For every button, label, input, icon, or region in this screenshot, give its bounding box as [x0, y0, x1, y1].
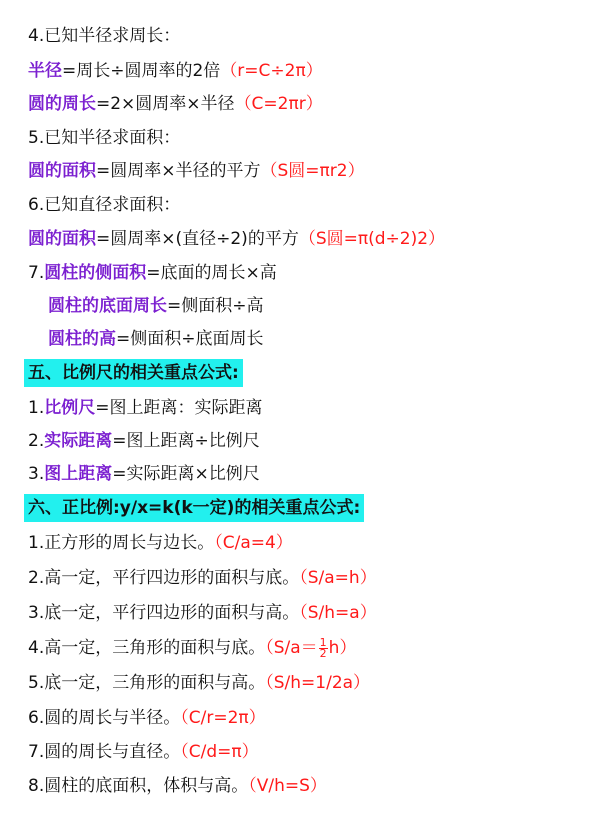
- section-heading-6: 六、正比例:y/x=k(k一定)的相关重点公式:: [24, 494, 364, 522]
- item-text: 8.圆柱的底面积，体积与高。: [28, 776, 249, 796]
- section-heading-5: 五、比例尺的相关重点公式:: [24, 359, 243, 387]
- formula-text: =周长÷圆周率的2倍: [62, 61, 221, 81]
- q-line1: [28, 529, 293, 557]
- s4-title: 4.已知半径求周长：: [28, 26, 181, 46]
- term: 圆柱的底面周长: [48, 296, 167, 316]
- formula-text: =圆周率×半径的平方: [96, 161, 261, 181]
- formula-text: =圆周率×(直径÷2)的平方: [96, 229, 299, 249]
- fraction-denominator: 2: [319, 646, 327, 660]
- item-text: 3.底一定，平行四边形的面积与高。: [28, 603, 300, 623]
- item-number: 2.: [28, 431, 45, 451]
- s7-line1: [28, 259, 277, 287]
- fraction: [319, 635, 328, 660]
- q-line7: [28, 738, 259, 766]
- item-text: 6.圆的周长与半径。: [28, 708, 181, 728]
- term: 圆柱的高: [48, 329, 116, 349]
- item-text: 7.圆的周长与直径。: [28, 742, 181, 762]
- item-text: 1.正方形的周长与边长。: [28, 533, 215, 553]
- term: 圆柱的侧面积: [44, 263, 147, 283]
- s4-line2: [28, 90, 323, 118]
- formula-text: =图上距离：实际距离: [95, 398, 263, 418]
- formula: （S圆=πr2）: [260, 161, 365, 181]
- q-line8: [28, 772, 327, 800]
- formula: （r=C÷2π）: [220, 61, 323, 81]
- formula: （C=2πr）: [234, 94, 323, 114]
- term: 实际距离: [44, 431, 113, 451]
- formula: （S圆=π(d÷2)2）: [298, 229, 446, 249]
- term: 圆的面积: [28, 161, 96, 181]
- q-line5: [28, 669, 370, 697]
- formula-pre: （S/a＝: [265, 638, 318, 658]
- item-number: 1.: [28, 398, 45, 418]
- q-line4: [28, 634, 356, 662]
- q-line6: [28, 704, 266, 732]
- formula: [265, 635, 357, 660]
- formula: （S/a=h）: [299, 568, 377, 588]
- s5-title: 5.已知半径求面积：: [28, 128, 181, 148]
- formula-text: =图上距离÷比例尺: [112, 431, 260, 451]
- item-number: 7.: [28, 263, 45, 283]
- p-line1: [28, 394, 262, 422]
- term: 比例尺: [44, 398, 96, 418]
- formula: （C/a=4）: [214, 533, 293, 553]
- s6-title: 6.已知直径求面积：: [28, 195, 181, 215]
- fraction-numerator: 1: [319, 635, 327, 649]
- formula-text: =2×圆周率×半径: [96, 94, 235, 114]
- item-number: 3.: [28, 464, 45, 484]
- item-text: 5.底一定，三角形的面积与高。: [28, 673, 266, 693]
- item-text: 4.高一定，三角形的面积与底。: [28, 638, 266, 658]
- s4-line1: [28, 57, 323, 85]
- term: 圆的周长: [28, 94, 96, 114]
- q-line3: [28, 599, 377, 627]
- p-line2: [28, 427, 260, 455]
- formula-text: =侧面积÷高: [167, 296, 264, 316]
- formula-text: =底面的周长×高: [146, 263, 277, 283]
- formula: （S/h=1/2a）: [265, 673, 371, 693]
- formula: （C/d=π）: [180, 742, 259, 762]
- formula: （C/r=2π）: [180, 708, 266, 728]
- term: 图上距离: [44, 464, 113, 484]
- term: 圆的面积: [28, 229, 96, 249]
- formula: （S/h=a）: [299, 603, 377, 623]
- q-line2: [28, 564, 377, 592]
- formula-text: =侧面积÷底面周长: [116, 329, 264, 349]
- term: 半径: [28, 61, 62, 81]
- s7-line2: [48, 292, 264, 320]
- formula-post: h）: [328, 638, 357, 658]
- s5-line1: [28, 157, 365, 185]
- p-line3: [28, 460, 260, 488]
- s7-line3: [48, 325, 264, 353]
- s6-line1: [28, 225, 445, 253]
- formula-text: =实际距离×比例尺: [112, 464, 260, 484]
- formula: （V/h=S）: [248, 776, 327, 796]
- item-text: 2.高一定，平行四边形的面积与底。: [28, 568, 300, 588]
